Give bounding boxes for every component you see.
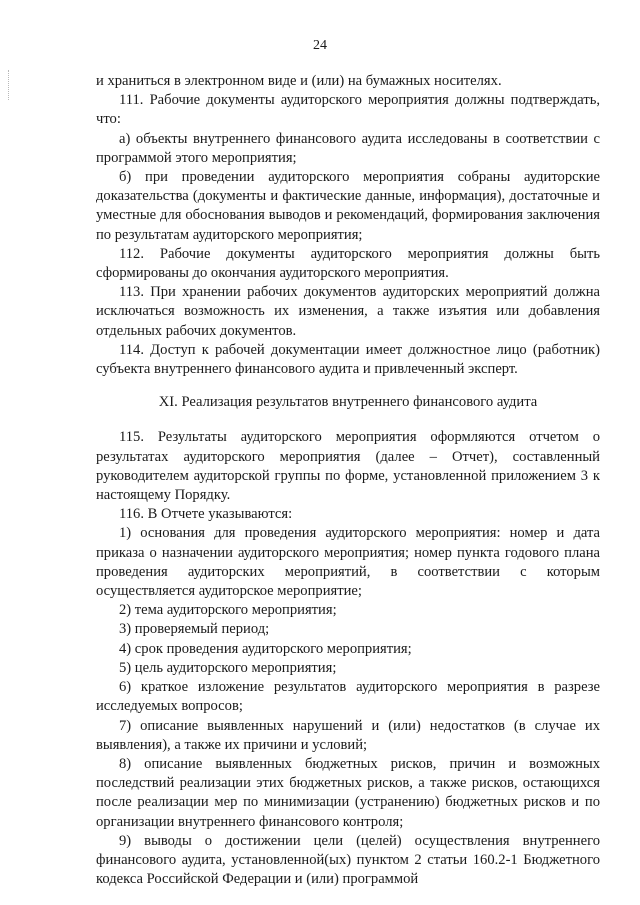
page-number: 24 [313,38,327,53]
paragraph-111: 111. Рабочие документы аудиторского мероприятия должны подтверждать, что: [96,92,600,128]
section-heading: XI. Реализация результатов внутреннего финансового аудита [158,394,538,411]
paragraph-continuation: и храниться в электронном виде и (или) на бумажных носителях. [96,73,502,89]
paragraph-115: 115. Результаты аудиторского мероприятия оформляются отчетом о результатах аудиторского мероприятия (далее – Отчет), составленный руководителем аудиторской группы по форме, установленной приложением 3 к настоящему Порядку. [96,429,600,504]
paragraph-112: 112. Рабочие документы аудиторского мероприятия должны быть сформированы до окончания аудиторского мероприятия. [96,245,600,282]
list-item-4: 4) срок проведения аудиторского мероприятия; [119,640,412,657]
paragraph-111-b: б) при проведении аудиторского мероприятия собраны аудиторские доказательства (документы и фактические данные, информация), достаточные и уместные для обоснования выводов и рекомендаций, формирования заключения по результатам аудиторского мероприятия; [96,169,600,243]
list-item-2: 2) тема аудиторского мероприятия; [119,602,337,619]
list-item-3: 3) проверяемый период; [119,621,270,638]
scan-edge-mark [8,70,10,100]
list-item-5: 5) цель аудиторского мероприятия; [119,659,337,676]
list-item-7: 7) описание выявленных нарушений и (или) недостатков (в случае их выявления), а также их причини и условий; [96,717,600,753]
document-body [96,72,600,889]
paragraph-116: 116. В Отчете указываются: [119,506,293,523]
paragraph-114: 114. Доступ к рабочей документации имеет должностное лицо (работник) субъекта внутреннего финансового аудита и привлеченный эксперт. [96,341,600,378]
list-item-9: 9) выводы о достижении цели (целей) осуществления внутреннего финансового аудита, установленной(ых) пунктом 2 статьи 160.2-1 Бюджетного кодекса Российской Федерации и (или) программой [96,832,600,888]
list-item-6: 6) краткое изложение результатов аудиторского мероприятия в разрезе исследуемых вопросов; [96,679,600,715]
list-item-1: 1) основания для проведения аудиторского мероприятия: номер и дата приказа о назначении аудиторского мероприятия; номер пункта годового плана проведения аудиторских мероприятий, в соответствии с которым осуществляется аудиторское мероприятие; [96,525,600,600]
paragraph-113: 113. При хранении рабочих документов аудиторских мероприятий должна исключаться возможность их изменения, а также изъятия или добавления отдельных рабочих документов. [96,284,600,339]
paragraph-111-a: а) объекты внутреннего финансового аудита исследованы в соответствии с программой этого мероприятия; [96,130,600,166]
list-item-8: 8) описание выявленных бюджетных рисков, причин и возможных последствий реализации этих бюджетных рисков, а также рисков, остающихся после реализации мер по минимизации (устранению) бюджетных рисков и по организации внутреннего финансового контроля; [96,755,600,830]
